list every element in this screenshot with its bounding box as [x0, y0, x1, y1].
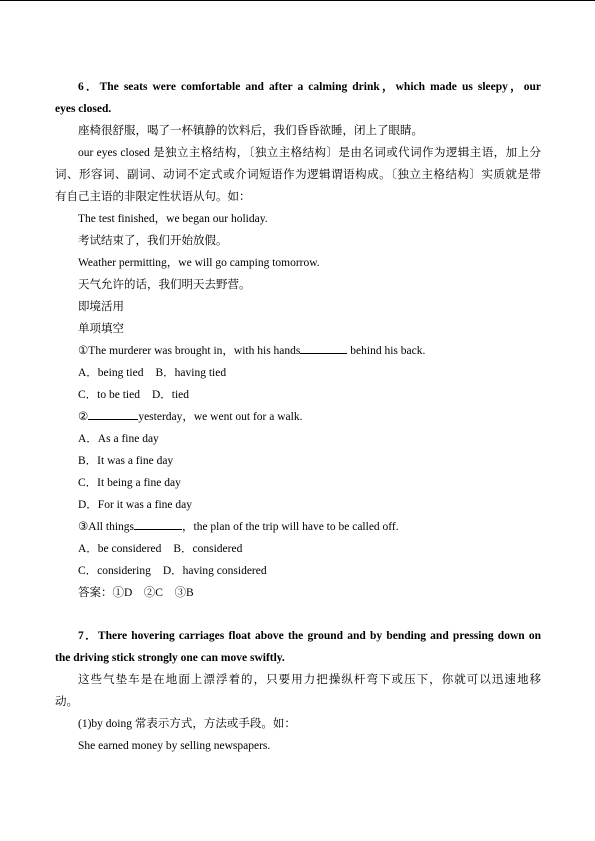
question-3-stem-before: ③All things [78, 521, 134, 533]
question-3 [55, 516, 541, 538]
section6-explain-line3: 有自己主语的非限定性状语从句。如： [55, 191, 251, 203]
answer-key: 答案：①D ②C ③B [78, 587, 194, 599]
practice-subheading: 单项填空 [78, 323, 124, 335]
section7-point1: (1)by doing 常表示方式，方法或手段。如： [78, 718, 296, 730]
section6-title-line2: eyes closed. [55, 103, 112, 115]
question-3-option-b: B．considered [173, 543, 243, 555]
question-2-stem-after: yesterday，we went out for a walk. [138, 411, 303, 423]
question-3-options-ab [55, 538, 541, 560]
question-2-stem-before: ② [78, 411, 89, 423]
section6-translation: 座椅很舒服，喝了一杯镇静的饮料后，我们昏昏欲睡，闭上了眼睛。 [78, 125, 423, 137]
question-3-blank [134, 518, 182, 530]
question-1 [55, 340, 541, 362]
section7-title-line2: the driving stick strongly one can move swiftly. [55, 652, 285, 664]
question-1-option-c: C．to be tied [78, 389, 140, 401]
section6-title-line1: 6．The seats were comfortable and after a calming drink，which made us sleepy，our [78, 81, 541, 93]
question-3-options-cd [55, 560, 541, 582]
section6-example2-cn: 天气允许的话，我们明天去野营。 [78, 279, 251, 291]
question-2-option-d: D．For it was a fine day [78, 499, 193, 511]
question-1-stem-before: ①The murderer was brought in，with his hands [78, 345, 301, 357]
question-2 [55, 406, 541, 428]
section6-explain-line2: 词、形容词、副词、动词不定式或介词短语作为逻辑谓语构成。〔独立主格结构〕实质就是带 [55, 169, 541, 181]
question-3-option-a: A．be considered [78, 543, 162, 555]
top-border-line [0, 0, 595, 1]
question-2-blank [88, 408, 138, 420]
question-1-stem-after: behind his back. [347, 345, 426, 357]
section7-translation-line1: 这些气垫车是在地面上漂浮着的，只要用力把操纵杆弯下或压下，你就可以迅速地移 [78, 674, 541, 686]
question-1-option-b: B．having tied [155, 367, 227, 379]
question-3-option-d: D．having considered [162, 565, 267, 577]
question-2-option-b: B．It was a fine day [78, 455, 174, 467]
section6-explain-line1: our eyes closed 是独立主格结构，〔独立主格结构〕是由名词或代词作为逻辑主语，加上分 [78, 147, 541, 159]
question-2-option-a: A．As a fine day [78, 433, 159, 445]
question-3-stem-after: ，the plan of the trip will have to be called off. [182, 521, 399, 533]
section7-translation-line2: 动。 [55, 696, 78, 708]
section6-example2-en: Weather permitting，we will go camping tomorrow. [78, 257, 320, 269]
section7-title-line1: 7．There hovering carriages float above the ground and by bending and pressing down on [78, 630, 541, 642]
practice-heading: 即境活用 [78, 301, 124, 313]
section-spacer [55, 604, 541, 625]
question-1-options-cd [55, 384, 541, 406]
question-2-option-c: C．It being a fine day [78, 477, 181, 489]
question-1-options-ab [55, 362, 541, 384]
section6-example1-en: The test finished，we began our holiday. [78, 213, 268, 225]
section7-example1-en: She earned money by selling newspapers. [78, 740, 271, 752]
question-1-option-a: A．being tied [78, 367, 144, 379]
document-body [55, 76, 541, 757]
question-3-option-c: C．considering [78, 565, 151, 577]
question-1-blank [300, 342, 347, 354]
section6-example1-cn: 考试结束了，我们开始放假。 [78, 235, 228, 247]
question-1-option-d: D．tied [151, 389, 190, 401]
